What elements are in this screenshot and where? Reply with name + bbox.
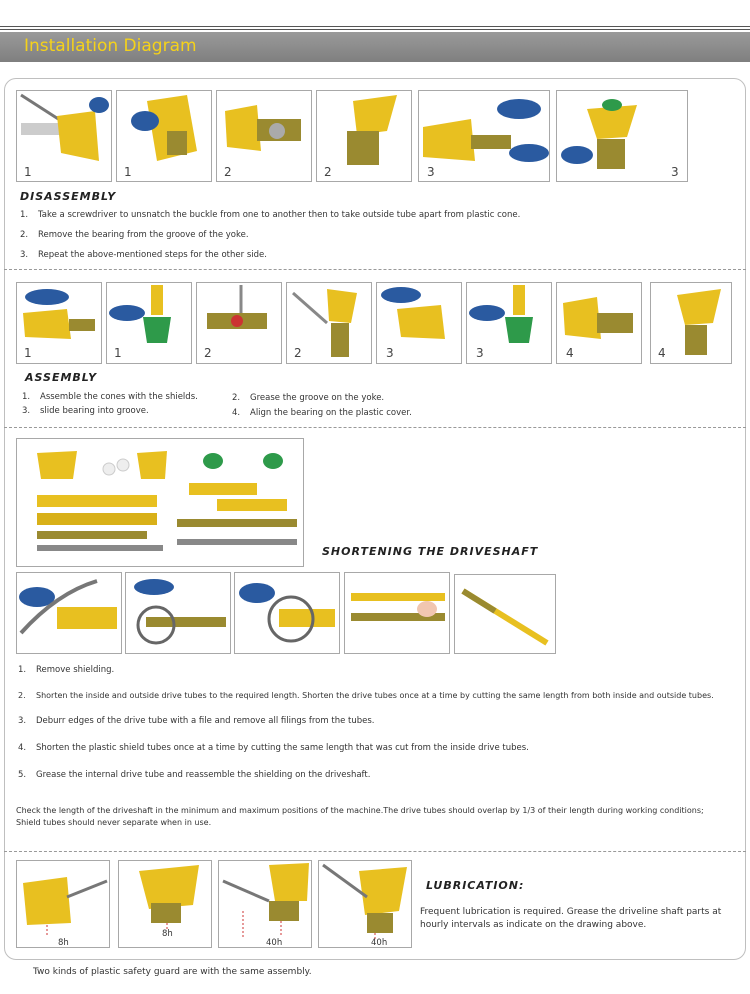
disassembly-photo-3 (216, 90, 312, 182)
cut-tube-illustration (126, 573, 230, 653)
page-title: Installation Diagram (24, 36, 197, 56)
deburr-tube-illustration (235, 573, 339, 653)
photo-number: 2 (204, 346, 212, 360)
photo-number: 2 (324, 165, 332, 179)
lubrication-photo-3 (218, 860, 312, 948)
photo-number: 4 (566, 346, 574, 360)
step-number: 2. (232, 393, 241, 403)
step-number: 5. (18, 770, 27, 780)
disassembly-step-1 (20, 210, 520, 220)
step-text: slide bearing into groove. (40, 406, 149, 416)
step-number: 4. (18, 743, 27, 753)
disassembly-photo-1 (16, 90, 112, 182)
assembly-step-3 (22, 406, 149, 416)
driveshaft-parts-illustration (17, 439, 303, 566)
lubrication-title: LUBRICATION: (426, 879, 525, 892)
photo-number: 3 (671, 165, 679, 179)
step-text: Grease the internal drive tube and reassemble the shielding on the driveshaft. (36, 770, 371, 780)
shortening-step-3 (18, 716, 375, 726)
step-number: 3. (20, 250, 29, 260)
assembly-step-2 (232, 393, 384, 403)
reassembled-shaft-illustration (455, 575, 555, 653)
step-text: Assemble the cones with the shields. (40, 392, 198, 402)
lubrication-text-line-1: Frequent lubrication is required. Grease the driveline shaft parts at (420, 907, 722, 917)
shortening-step-4 (18, 743, 529, 753)
shortening-step-1 (18, 665, 114, 675)
grease-inner-illustration (319, 861, 411, 947)
step-number: 3. (22, 406, 31, 416)
shortening-photo-2 (125, 572, 231, 654)
shortening-photo-1 (16, 572, 122, 654)
assembly-photo-6 (466, 282, 552, 364)
step-number: 3. (18, 716, 27, 726)
photo-number: 1 (124, 165, 132, 179)
grease-interval-label: 8h (162, 929, 173, 939)
remove-shield-illustration (17, 573, 121, 653)
step-number: 1. (22, 392, 31, 402)
disassembly-step-3 (20, 250, 267, 260)
disassembly-photo-2 (116, 90, 212, 182)
assembly-photo-7 (556, 282, 642, 364)
disassembly-step-2 (20, 230, 249, 240)
section-divider (4, 851, 746, 852)
step-text: Take a screwdriver to unsnatch the buckle from one to another then to take outside tube apart from plastic cone. (38, 210, 521, 220)
assembly-step-1 (22, 392, 198, 402)
top-rule (0, 26, 750, 27)
assembly-photo-5 (376, 282, 462, 364)
step-number: 1. (18, 665, 27, 675)
footer-note: Two kinds of plastic safety guard are with the same assembly. (33, 967, 312, 977)
assembly-photo-2 (106, 282, 192, 364)
photo-number: 1 (114, 346, 122, 360)
step-number: 2. (18, 691, 26, 700)
overlap-note-line-1: Check the length of the driveshaft in the minimum and maximum positions of the machine.The drive tubes should overlap by 1/3 of their length during working conditions; (16, 806, 704, 815)
assembly-title: ASSEMBLY (25, 371, 98, 384)
photo-number: 3 (476, 346, 484, 360)
section-divider (4, 269, 746, 270)
photo-number: 3 (427, 165, 435, 179)
photo-number: 2 (224, 165, 232, 179)
header-banner (0, 32, 750, 62)
lubrication-photo-2 (118, 860, 212, 948)
shortening-step-5 (18, 770, 370, 780)
shortening-title: SHORTENING THE DRIVESHAFT (322, 545, 539, 558)
step-text: Grease the groove on the yoke. (250, 393, 385, 403)
lubrication-text-line-2: hourly intervals as indicate on the drawing above. (420, 920, 647, 930)
photo-number: 1 (24, 346, 32, 360)
grease-interval-label: 40h (371, 938, 388, 948)
driveshaft-parts-photo (16, 438, 304, 567)
lubrication-photo-1 (16, 860, 110, 948)
assembly-photo-4 (286, 282, 372, 364)
assembly-photo-1 (16, 282, 102, 364)
overlap-note-line-2: Shield tubes should never separate when in use. (16, 818, 212, 827)
step-text: Shorten the plastic shield tubes once at a time by cutting the same length that was cut from the inside drive tubes. (36, 743, 529, 753)
photo-number: 4 (658, 346, 666, 360)
photo-number: 3 (386, 346, 394, 360)
step-text: Deburr edges of the drive tube with a file and remove all filings from the tubes. (36, 716, 375, 726)
disassembly-photo-6 (556, 90, 688, 182)
lubrication-photo-4 (318, 860, 412, 948)
photo-number: 2 (294, 346, 302, 360)
step-number: 1. (20, 210, 29, 220)
shortening-step-2 (18, 691, 714, 700)
disassembly-title: DISASSEMBLY (20, 190, 117, 203)
assembly-photo-8 (650, 282, 732, 364)
step-text: Remove the bearing from the groove of the yoke. (38, 230, 249, 240)
disassembly-photo-5 (418, 90, 550, 182)
photo-number: 1 (24, 165, 32, 179)
step-number: 4. (232, 408, 241, 418)
grease-interval-label: 8h (58, 938, 69, 948)
grease-interval-label: 40h (266, 938, 283, 948)
shortening-photo-3 (234, 572, 340, 654)
step-text: Align the bearing on the plastic cover. (250, 408, 412, 418)
step-text: Remove shielding. (36, 665, 115, 675)
shortening-photo-4 (344, 572, 450, 654)
step-text: Shorten the inside and outside drive tubes to the required length. Shorten the drive tubes once at a time by cutting the same length from both inside and outside tubes. (36, 691, 714, 700)
top-rule-2 (0, 29, 750, 30)
step-text: Repeat the above-mentioned steps for the other side. (38, 250, 267, 260)
cone-separation-illustration (557, 91, 687, 181)
assembly-step-4 (232, 408, 412, 418)
assembly-photo-3 (196, 282, 282, 364)
section-divider (4, 427, 746, 428)
shortening-photo-5 (454, 574, 556, 654)
step-number: 2. (20, 230, 29, 240)
grease-tube-illustration (219, 861, 311, 947)
shield-tubes-illustration (345, 573, 449, 653)
grease-cone-illustration (17, 861, 109, 947)
disassembly-photo-4 (316, 90, 412, 182)
hands-yoke-illustration (419, 91, 549, 181)
